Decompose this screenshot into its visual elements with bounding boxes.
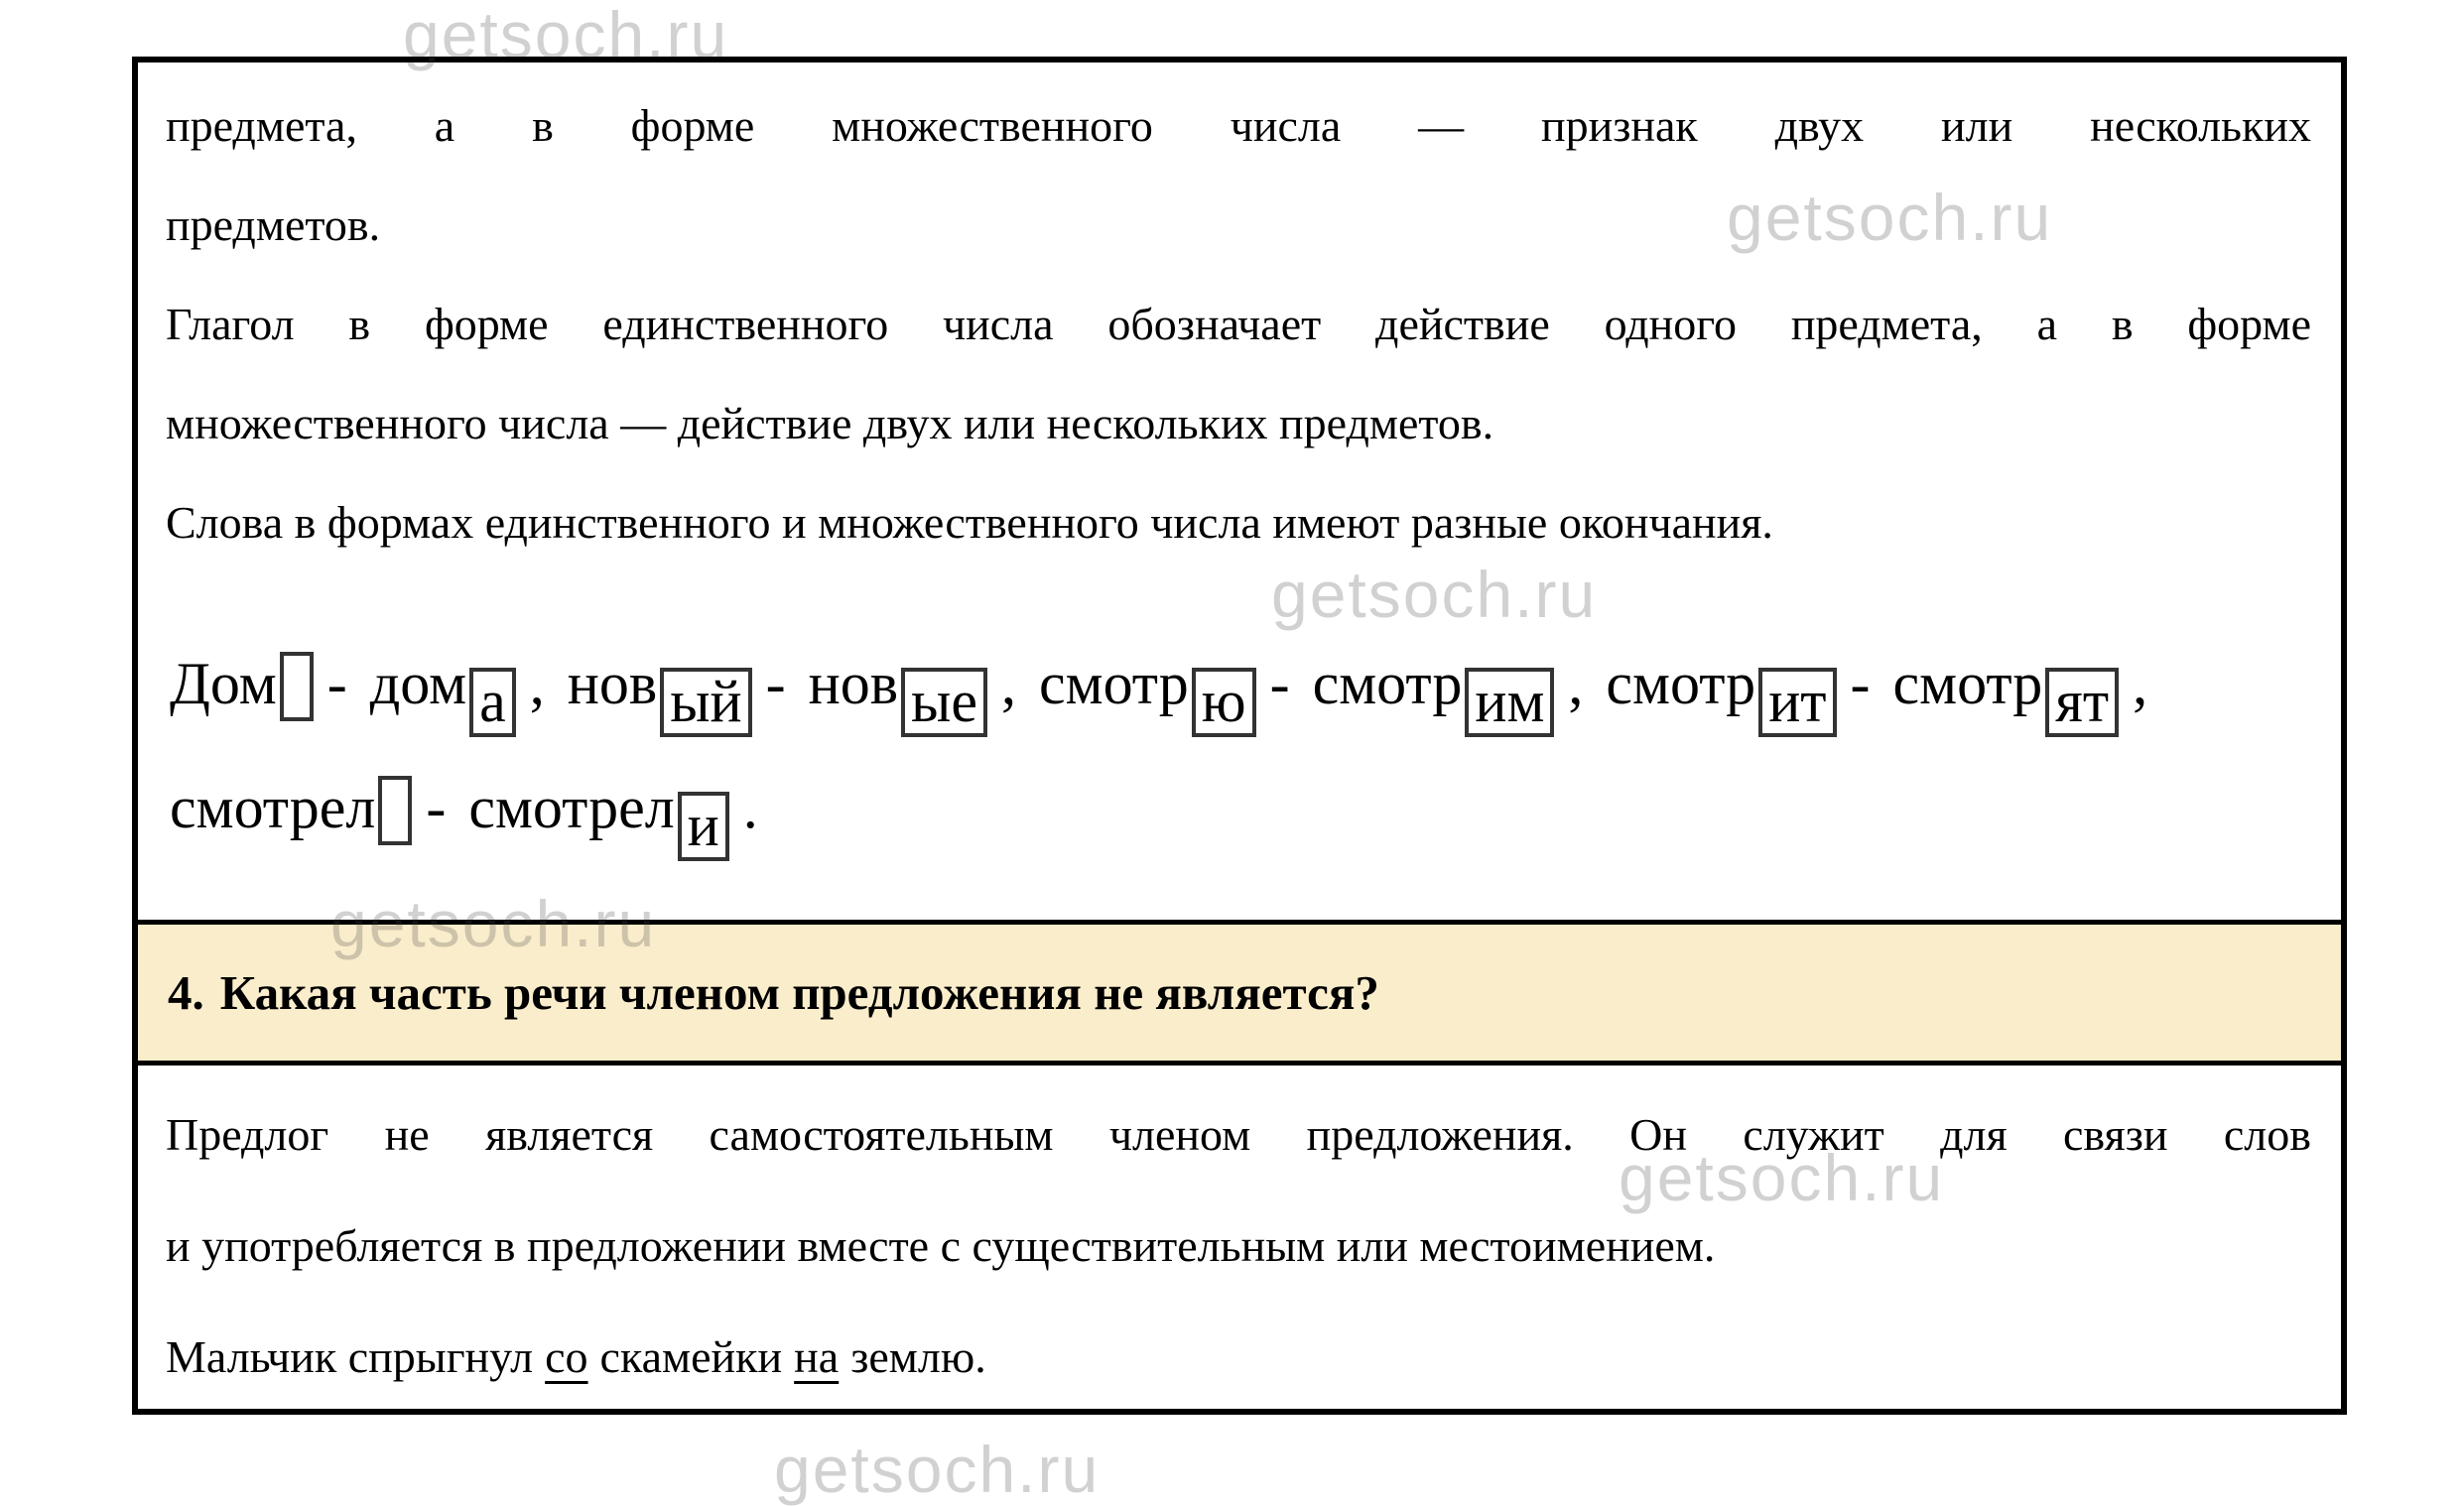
example-word: - нов [765, 651, 899, 716]
example-word: , нов [529, 651, 658, 716]
rule-line: множественного числа — действие двух или нескольких предметов. [166, 398, 1494, 448]
answer-example-sentence [166, 1302, 2311, 1413]
ending-box: ые [901, 668, 987, 737]
question-number: 4. [168, 965, 204, 1020]
sentence-part: скамейки [599, 1331, 783, 1382]
answer-line: Предлог не является самостоятельным членом предложения. Он служит для связи слов [166, 1109, 2311, 1160]
ending-box: ю [1192, 668, 1256, 737]
watermark-lower-right: getsoch.ru [1619, 1141, 1945, 1214]
ending-box: и [678, 792, 729, 861]
ending-box: ят [2045, 668, 2119, 737]
endings-example [166, 622, 2311, 870]
rule-line: Слова в формах единственного и множественного числа имеют разные окончания. [166, 497, 1773, 548]
example-word: Дом [170, 651, 277, 716]
example-word: , смотр [1568, 651, 1756, 716]
rule-line: Глагол в форме единственного числа обозначает действие одного предмета, а в форме [166, 299, 2311, 349]
document-box [132, 57, 2347, 1415]
ending-box: а [469, 668, 516, 737]
watermark-upper-right: getsoch.ru [1727, 181, 2053, 254]
example-word: - смотр [1269, 651, 1463, 716]
example-word: . [742, 775, 758, 840]
sentence-part: Мальчик спрыгнул [166, 1331, 534, 1382]
rule-section [138, 63, 2341, 920]
question-row [138, 920, 2341, 1066]
zero-ending-box [378, 776, 412, 845]
watermark-middle: getsoch.ru [1271, 558, 1598, 631]
answer-line: и употребляется в предложении вместе с существительным или местоимением. [166, 1220, 1716, 1271]
underlined-preposition: на [794, 1331, 840, 1382]
example-line-2 [170, 746, 2311, 870]
example-word: , [2133, 651, 2148, 716]
watermark-left: getsoch.ru [330, 887, 657, 960]
example-word: , смотр [1001, 651, 1189, 716]
example-word: - смотрел [426, 775, 675, 840]
underlined-preposition: со [545, 1331, 588, 1382]
watermark-bottom: getsoch.ru [774, 1433, 1101, 1506]
sentence-part: землю. [850, 1331, 986, 1382]
ending-box: им [1465, 668, 1554, 737]
example-word: смотрел [170, 775, 376, 840]
example-word: - смотр [1850, 651, 2043, 716]
zero-ending-box [280, 652, 314, 721]
rule-line: предмета, а в форме множественного числа — признак двух или нескольких [166, 100, 2311, 151]
question-text: Какая часть речи членом предложения не является? [219, 965, 1379, 1020]
ending-box: ит [1758, 668, 1836, 737]
example-line-1 [170, 622, 2311, 746]
ending-box: ый [660, 668, 751, 737]
rule-line: предметов. [166, 199, 381, 250]
example-word: - дом [326, 651, 467, 716]
answer-section [138, 1066, 2341, 1409]
watermark-top: getsoch.ru [403, 0, 729, 71]
